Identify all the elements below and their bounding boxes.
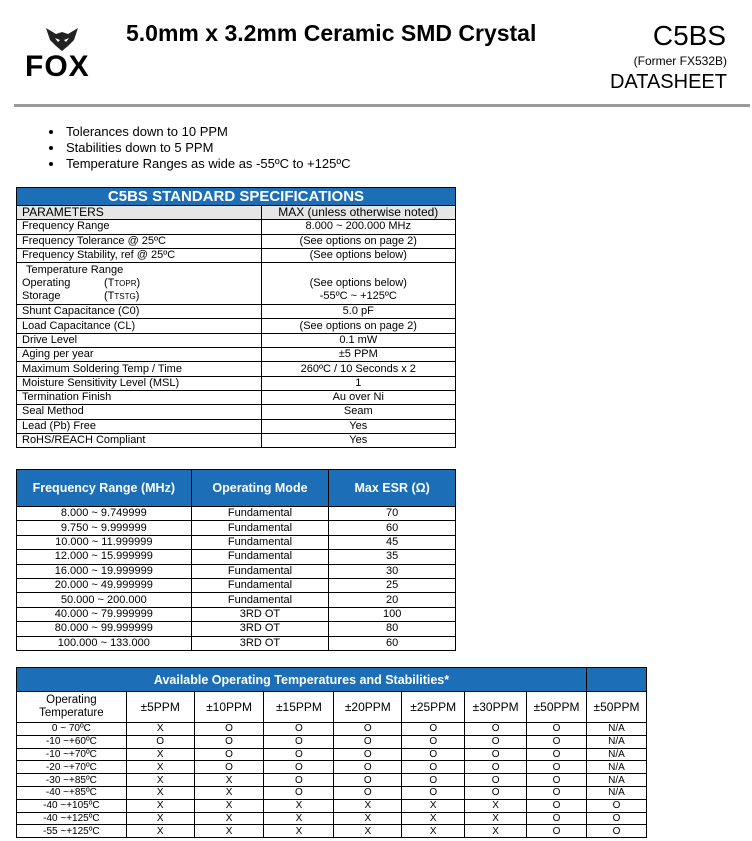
availability-cell: X [194, 786, 264, 799]
temperature-cell: -40 ~+85ºC [17, 786, 127, 799]
availability-cell: O [264, 786, 334, 799]
param-cell: Load Capacitance (CL) [17, 319, 262, 333]
col-header-frequency-range: Frequency Range (MHz) [17, 470, 192, 507]
temperature-cell: -55 ~+125ºC [17, 825, 127, 838]
temperature-cell: 0 ~ 70ºC [17, 723, 127, 736]
availability-cell: O [264, 735, 334, 748]
table-row [17, 405, 456, 419]
param-cell: Frequency Range [17, 220, 262, 234]
esr-cell: 60 [329, 636, 456, 650]
mode-cell: Fundamental [191, 535, 329, 549]
table-row [17, 578, 456, 592]
table-row [17, 622, 456, 636]
availability-cell: X [334, 825, 402, 838]
availability-cell: O [527, 812, 587, 825]
table-row [17, 786, 647, 799]
feature-item: • Stabilities down to 5 PPM [64, 140, 350, 156]
value-cell: 5.0 pF [261, 305, 455, 319]
table-row [17, 390, 456, 404]
param-cell: RoHS/REACH Compliant [17, 433, 262, 447]
esr-cell: 25 [329, 578, 456, 592]
table-row [17, 521, 456, 535]
mode-cell: Fundamental [191, 507, 329, 521]
value-cell: 1 [261, 376, 455, 390]
temp-range-label: Temperature Range [26, 264, 124, 277]
temperature-cell: -20 ~+70ºC [17, 761, 127, 774]
table-row [17, 319, 456, 333]
esr-cell: 100 [329, 607, 456, 621]
availability-cell: O [264, 748, 334, 761]
frequency-esr-table [16, 469, 456, 651]
availability-cell: O [587, 812, 647, 825]
availability-cell: O [334, 786, 402, 799]
spec-table-caption: C5BS STANDARD SPECIFICATIONS [17, 188, 456, 206]
table-row [17, 333, 456, 347]
mode-cell: Fundamental [191, 593, 329, 607]
availability-cell: X [126, 812, 194, 825]
availability-cell: X [402, 812, 465, 825]
col-header-stability: ±30PPM [465, 692, 527, 723]
feature-item: • Tolerances down to 10 PPM [64, 124, 350, 140]
table-row [17, 564, 456, 578]
value-cell: (See options on page 2) [261, 234, 455, 248]
availability-cell: X [194, 812, 264, 825]
availability-cell: N/A [587, 723, 647, 736]
part-code: C5BS [652, 20, 726, 51]
value-cell: ±5 PPM [261, 348, 455, 362]
param-cell: Seal Method [17, 405, 262, 419]
frequency-cell: 40.000 ~ 79.999999 [17, 607, 192, 621]
temperature-stability-table [16, 667, 647, 838]
availability-cell: O [264, 774, 334, 787]
availability-cell: N/A [587, 774, 647, 787]
frequency-cell: 80.000 ~ 99.999999 [17, 622, 192, 636]
mode-cell: Fundamental [191, 521, 329, 535]
availability-cell: X [194, 774, 264, 787]
mode-cell: Fundamental [191, 550, 329, 564]
col-header-operating-mode: Operating Mode [191, 470, 329, 507]
temp-table-caption-extra [587, 668, 647, 692]
table-row [17, 735, 647, 748]
col-header-max-esr: Max ESR (Ω) [329, 470, 456, 507]
availability-cell: X [264, 799, 334, 812]
feature-list [40, 124, 350, 172]
value-cell: Au over Ni [261, 390, 455, 404]
availability-cell: O [527, 825, 587, 838]
value-cell: 8.000 ~ 200.000 MHz [261, 220, 455, 234]
table-row [17, 419, 456, 433]
table-row-temp-range [17, 263, 456, 305]
availability-cell: X [402, 825, 465, 838]
availability-cell: X [126, 723, 194, 736]
mode-cell: 3RD OT [191, 622, 329, 636]
storage-label: Storage [22, 290, 61, 303]
temperature-cell: -40 ~+125ºC [17, 812, 127, 825]
table-row [17, 507, 456, 521]
value-cell: Seam [261, 405, 455, 419]
availability-cell: O [527, 735, 587, 748]
table-row [17, 348, 456, 362]
frequency-cell: 50.000 ~ 200.000 [17, 593, 192, 607]
availability-cell: O [465, 723, 527, 736]
col-header-operating-temperature: Operating Temperature [17, 692, 127, 723]
esr-cell: 20 [329, 593, 456, 607]
availability-cell: X [126, 774, 194, 787]
temperature-cell: -10 ~+70ºC [17, 748, 127, 761]
availability-cell: X [334, 799, 402, 812]
availability-cell: X [465, 799, 527, 812]
col-header-max: MAX (unless otherwise noted) [261, 206, 455, 220]
spec-table [16, 187, 456, 448]
availability-cell: X [194, 825, 264, 838]
temperature-cell: -30 ~+85ºC [17, 774, 127, 787]
availability-cell: X [334, 812, 402, 825]
availability-cell: O [334, 748, 402, 761]
availability-cell: O [402, 748, 465, 761]
availability-cell: O [264, 723, 334, 736]
esr-cell: 80 [329, 622, 456, 636]
frequency-cell: 12.000 ~ 15.999999 [17, 550, 192, 564]
fox-logo [22, 32, 102, 82]
header-divider [14, 104, 750, 107]
table-row [17, 825, 647, 838]
availability-cell: X [402, 799, 465, 812]
table-row [17, 550, 456, 564]
availability-cell: O [465, 786, 527, 799]
availability-cell: O [334, 723, 402, 736]
availability-cell: X [465, 825, 527, 838]
availability-cell: X [264, 825, 334, 838]
availability-cell: X [126, 799, 194, 812]
feature-item: • Temperature Ranges as wide as -55ºC to +125ºC [64, 156, 350, 172]
param-cell: Moisture Sensitivity Level (MSL) [17, 376, 262, 390]
table-row [17, 362, 456, 376]
table-row [17, 812, 647, 825]
availability-cell: O [194, 761, 264, 774]
frequency-cell: 9.750 ~ 9.999999 [17, 521, 192, 535]
availability-cell: O [465, 774, 527, 787]
availability-cell: O [527, 761, 587, 774]
table-row [17, 248, 456, 262]
temp-table-caption: Available Operating Temperatures and Stabilities* [17, 668, 587, 692]
mode-cell: 3RD OT [191, 636, 329, 650]
availability-cell: X [126, 786, 194, 799]
table-row [17, 748, 647, 761]
availability-cell: O [334, 761, 402, 774]
value-cell: Yes [261, 419, 455, 433]
param-cell: Frequency Stability, ref @ 25ºC [17, 248, 262, 262]
col-header-stability: ±25PPM [402, 692, 465, 723]
availability-cell: O [465, 748, 527, 761]
availability-cell: O [527, 723, 587, 736]
availability-cell: O [527, 774, 587, 787]
col-header-stability: ±20PPM [334, 692, 402, 723]
esr-cell: 30 [329, 564, 456, 578]
param-cell: Lead (Pb) Free [17, 419, 262, 433]
value-cell: Yes [261, 433, 455, 447]
availability-cell: O [334, 774, 402, 787]
availability-cell: O [587, 825, 647, 838]
table-row [17, 799, 647, 812]
frequency-cell: 8.000 ~ 9.749999 [17, 507, 192, 521]
availability-cell: O [194, 735, 264, 748]
availability-cell: N/A [587, 748, 647, 761]
availability-cell: X [126, 825, 194, 838]
esr-cell: 35 [329, 550, 456, 564]
fox-head-icon [42, 26, 82, 52]
col-header-stability: ±15PPM [264, 692, 334, 723]
col-header-parameters: PARAMETERS [17, 206, 262, 220]
availability-cell: O [402, 774, 465, 787]
availability-cell: O [194, 748, 264, 761]
value-cell: 0.1 mW [261, 333, 455, 347]
esr-cell: 60 [329, 521, 456, 535]
table-row [17, 305, 456, 319]
operating-value: (See options below) [309, 277, 407, 290]
temperature-cell: -40 ~+105ºC [17, 799, 127, 812]
availability-cell: N/A [587, 761, 647, 774]
frequency-cell: 20.000 ~ 49.999999 [17, 578, 192, 592]
param-cell: Termination Finish [17, 390, 262, 404]
availability-cell: O [264, 761, 334, 774]
availability-cell: X [126, 761, 194, 774]
availability-cell: O [587, 799, 647, 812]
table-row [17, 376, 456, 390]
availability-cell: X [465, 812, 527, 825]
mode-cell: Fundamental [191, 578, 329, 592]
col-header-stability: ±50PPM [527, 692, 587, 723]
logo-text: FOX [25, 50, 90, 83]
operating-symbol: (TTOPR) [104, 277, 141, 290]
param-cell: Drive Level [17, 333, 262, 347]
availability-cell: X [264, 812, 334, 825]
esr-cell: 70 [329, 507, 456, 521]
table-row [17, 593, 456, 607]
doc-type: DATASHEET [609, 71, 727, 93]
table-row [17, 220, 456, 234]
availability-cell: O [194, 723, 264, 736]
param-cell: Maximum Soldering Temp / Time [17, 362, 262, 376]
table-row [17, 774, 647, 787]
availability-cell: X [126, 748, 194, 761]
availability-cell: O [126, 735, 194, 748]
availability-cell: O [527, 799, 587, 812]
storage-value: -55ºC ~ +125ºC [319, 290, 397, 303]
availability-cell: O [527, 748, 587, 761]
table-row [17, 234, 456, 248]
availability-cell: N/A [587, 786, 647, 799]
table-row [17, 433, 456, 447]
storage-symbol: (TTSTG) [104, 290, 140, 303]
page-title: 5.0mm x 3.2mm Ceramic SMD Crystal [126, 20, 537, 46]
value-cell: 260ºC / 10 Seconds x 2 [261, 362, 455, 376]
param-cell: Shunt Capacitance (C0) [17, 305, 262, 319]
availability-cell: O [334, 735, 402, 748]
esr-cell: 45 [329, 535, 456, 549]
table-row [17, 607, 456, 621]
table-row [17, 535, 456, 549]
frequency-cell: 16.000 ~ 19.999999 [17, 564, 192, 578]
value-cell: (See options below) [261, 248, 455, 262]
mode-cell: Fundamental [191, 564, 329, 578]
availability-cell: O [465, 735, 527, 748]
operating-label: Operating [22, 277, 71, 290]
table-row [17, 723, 647, 736]
availability-cell: O [402, 735, 465, 748]
col-header-stability: ±10PPM [194, 692, 264, 723]
availability-cell: O [402, 786, 465, 799]
param-cell: Frequency Tolerance @ 25ºC [17, 234, 262, 248]
param-cell: Aging per year [17, 348, 262, 362]
availability-cell: O [465, 761, 527, 774]
table-row [17, 636, 456, 650]
table-row [17, 761, 647, 774]
mode-cell: 3RD OT [191, 607, 329, 621]
availability-cell: O [527, 786, 587, 799]
value-cell: (See options on page 2) [261, 319, 455, 333]
availability-cell: N/A [587, 735, 647, 748]
frequency-cell: 10.000 ~ 11.999999 [17, 535, 192, 549]
col-header-stability: ±5PPM [126, 692, 194, 723]
col-header-stability: ±50PPM [587, 692, 647, 723]
availability-cell: O [402, 723, 465, 736]
former-part: (Former FX532B) [633, 54, 727, 68]
frequency-cell: 100.000 ~ 133.000 [17, 636, 192, 650]
availability-cell: O [402, 761, 465, 774]
availability-cell: X [194, 799, 264, 812]
temperature-cell: -10 ~+60ºC [17, 735, 127, 748]
